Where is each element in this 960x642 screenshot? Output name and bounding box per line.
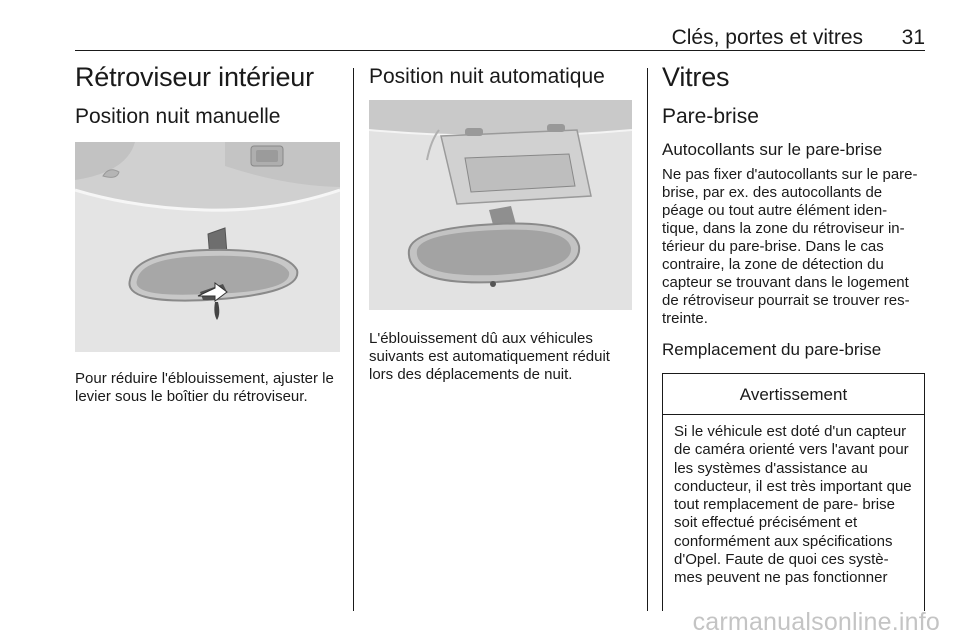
warning-title: Avertissement <box>663 374 924 415</box>
watermark: carmanualsonline.info <box>692 608 940 636</box>
column-windows <box>662 60 925 362</box>
page-header <box>75 22 925 51</box>
column-divider <box>353 68 354 611</box>
warning-box <box>662 373 925 611</box>
column-auto-mirror <box>369 60 632 384</box>
heading-interior-mirror: Rétroviseur intérieur <box>75 62 314 92</box>
auto-dimming-description: L'éblouissement dû aux véhicules suivants est automatiquement réduit lors des déplacements de nuit. <box>369 330 610 383</box>
subheading-windscreen: Pare-brise <box>662 105 759 128</box>
manual-dimming-mirror-icon <box>75 142 340 352</box>
subheading-manual-night: Position nuit manuelle <box>75 105 281 128</box>
heading-windscreen-replacement: Remplacement du pare-brise <box>662 340 882 359</box>
warning-text: Si le véhicule est doté d'un capteur de caméra orienté vers l'avant pour les systèmes d'assistance au conducteur, il est très important que tout remplacement de pare- brise soit effectué précisément et conformément aux spécifications d'Opel. Faute de quoi ces systè- mes peuvent ne pas fonctionner <box>674 423 912 587</box>
manual-dimming-instructions: Pour réduire l'éblouissement, ajuster le levier sous le boîtier du rétroviseur. <box>75 370 334 405</box>
heading-windows: Vitres <box>662 62 730 92</box>
column-manual-mirror <box>75 60 340 406</box>
heading-windscreen-stickers: Autocollants sur le pare-brise <box>662 140 883 159</box>
windscreen-stickers-text: Ne pas fixer d'autocollants sur le pare-brise, par ex. des autocollants de péage ou tout autre élément iden- tique, dans la zone du rétroviseur in- térieur du pare-brise. Dans le cas contraire, la zone de détection du capteur se trouvant dans le logement de rétroviseur pourrait se trouver res- treinte. <box>662 166 918 327</box>
section-title: Clés, portes et vitres <box>671 26 863 49</box>
heading-auto-night: Position nuit automatique <box>369 65 605 88</box>
auto-dimming-mirror-icon <box>369 100 632 310</box>
column-divider <box>647 68 648 611</box>
page-number: 31 <box>901 26 925 49</box>
